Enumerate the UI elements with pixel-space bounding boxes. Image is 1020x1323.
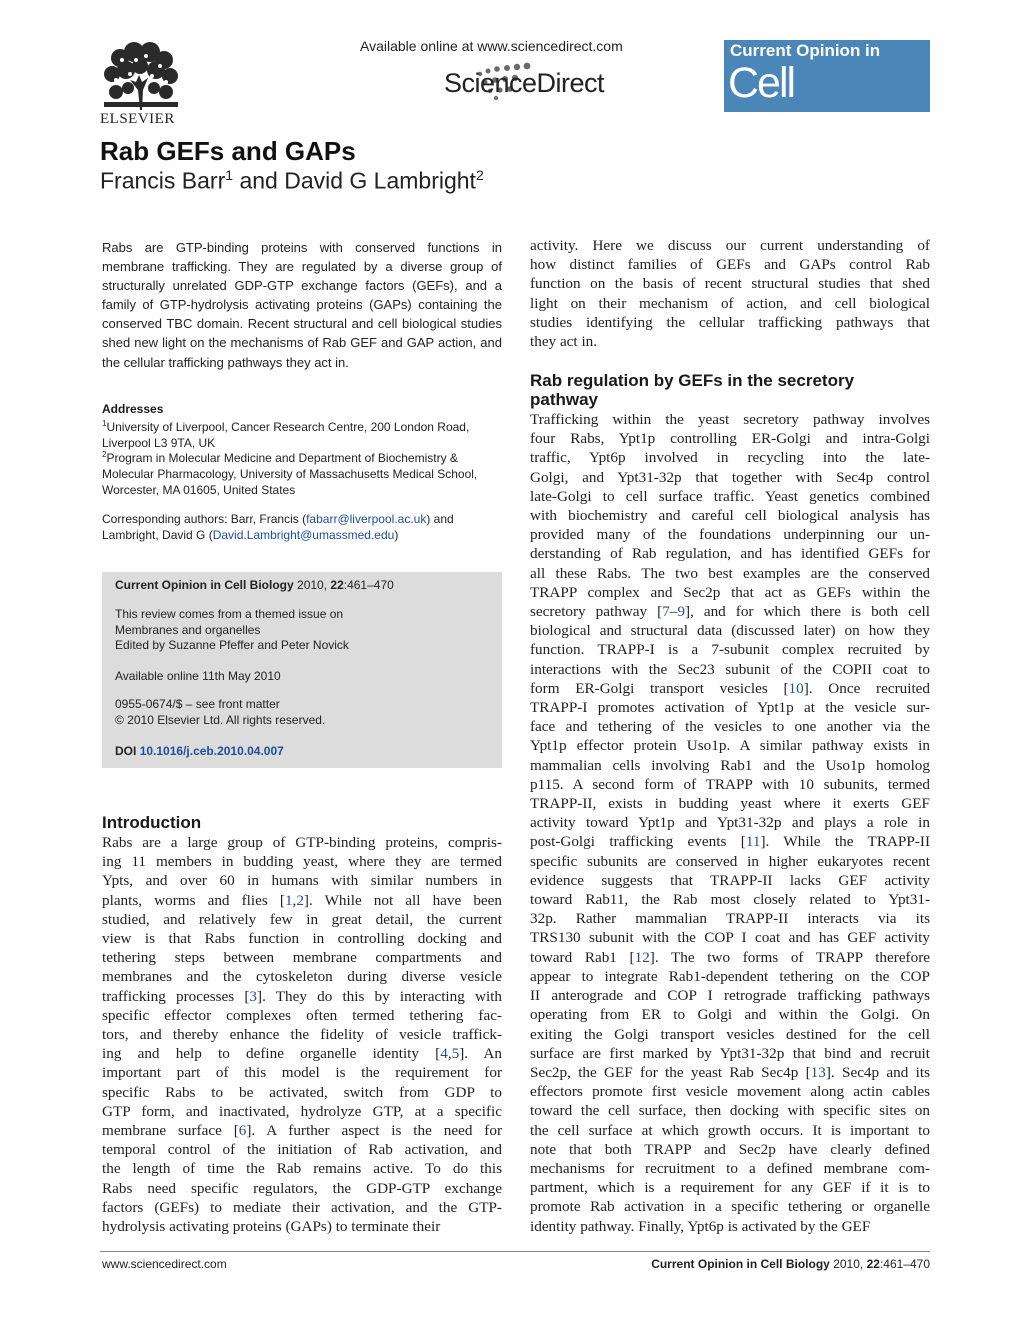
text-line: specific subunits are conserved in higher eukaryotes recent xyxy=(530,852,930,870)
journal-logo-box xyxy=(724,40,930,157)
text-line: with biochemistry and careful cell biological analysis has xyxy=(530,507,930,525)
reference-link[interactable]: 1 xyxy=(284,891,293,909)
text-line: membranes and the cytoskeleton during diverse vesicle xyxy=(102,968,502,986)
doi-link[interactable]: 10.1016/j.ceb.2010.04.007 xyxy=(139,744,284,758)
text-line: studied, and relatively few in great detail, the current xyxy=(102,910,502,928)
text-line: they act in. xyxy=(530,333,598,351)
info-themed-3: Edited by Suzanne Pfeffer and Peter Novick xyxy=(115,638,349,652)
author-2-affiliation: 2 xyxy=(475,167,484,183)
text-line: biological and structural data (discussed later) on how they xyxy=(530,622,930,640)
text-line: toward the cell surface, then docking with specific sites on xyxy=(530,1102,930,1120)
rab-heading-line1: Rab regulation by GEFs in the secretory xyxy=(530,371,855,390)
text-line: Ypt1p effector protein Uso1p. A similar pathway exists in xyxy=(530,737,930,755)
text-line: TRAPP-I promotes activation of Ypt1p at the vesicle sur- xyxy=(530,699,930,717)
text-line: Rabs need specific regulators, the GDP-GTP exchange xyxy=(102,1179,502,1197)
elsevier-wordmark: ELSEVIER xyxy=(100,111,175,127)
sciencedirect-wordmark: ScienceDirect xyxy=(444,68,605,98)
address-1-number: 1 xyxy=(102,419,107,428)
article-info-box xyxy=(102,572,502,768)
introduction-heading: Introduction xyxy=(102,813,202,832)
introduction-continued xyxy=(530,236,930,351)
text-line: function on the basis of recent structural studies that shed xyxy=(530,275,930,293)
corresponding-authors xyxy=(102,511,502,543)
text-line: all these Rabs. The two best examples are the conserved xyxy=(530,564,930,582)
text-line: appear to integrate Rab1-dependent tethering on the COP xyxy=(530,967,930,985)
text-line: exiting the Golgi transport vesicles destined for the cell xyxy=(530,1025,930,1043)
text-line: factors (GEFs) to mediate their activation, and the GTP- xyxy=(102,1198,502,1216)
text-line: evidence suggests that TRAPP-II lacks GEF activity xyxy=(530,871,930,889)
rab-heading-line2: pathway xyxy=(530,390,599,409)
text-line: TRS130 subunit with the COP I coat and has GEF activity xyxy=(530,929,930,947)
text-line: interactions with the Sec23 subunit of the COPII coat to xyxy=(530,660,930,678)
footer-volume: 22 xyxy=(866,1257,880,1271)
text-line: promote Rab activation in a specific tethering or organelle xyxy=(530,1198,930,1216)
reference-link[interactable]: 6 xyxy=(238,1122,247,1140)
text-line: note that both TRAPP and Sec2p have clearly defined xyxy=(530,1140,930,1158)
info-volume: 22 xyxy=(330,578,344,592)
journal-logo-line2: Cell Biology xyxy=(728,59,856,157)
text-line: 32p. Rather mammalian TRAPP-II interacts via its xyxy=(530,910,930,928)
info-doi xyxy=(115,744,284,759)
reference-link[interactable]: 4 xyxy=(440,1045,448,1063)
text-line: surface are first marked by Ypt31-32p that bind and recruit xyxy=(530,1044,930,1062)
text-line: Golgi, and Ypt31-32p that together with Sec4p control xyxy=(530,468,930,486)
rab-gef-section-heading xyxy=(530,371,930,409)
address-2-text: Program in Molecular Medicine and Department of Biochemistry & Molecular Pharmacology, University of Massachusetts Medical School, Worcester, MA 01605, United States xyxy=(102,451,478,497)
text-line: p115. A second form of TRAPP with 10 subunits, termed xyxy=(530,775,930,793)
reference-link[interactable]: 12 xyxy=(634,948,650,966)
text-line: specific effector complexes often termed tethering fac- xyxy=(102,1006,502,1024)
text-line: temporal control of the initiation of Rab activation, and xyxy=(102,1141,502,1159)
article-authors xyxy=(100,167,484,195)
text-line: membrane surface [6]. A further aspect is the need for xyxy=(102,1122,503,1140)
text-line: light on their mechanism of action, and cell biological xyxy=(530,294,930,312)
text-line: tors, and thereby enhance the fidelity of vesicle traffick- xyxy=(102,1026,502,1044)
author-1: Francis Barr xyxy=(100,167,226,194)
text-line: mechanisms for recruitment to a defined membrane com- xyxy=(530,1159,930,1177)
text-line: specific Rabs to be activated, switch from GDP to xyxy=(102,1083,502,1101)
address-1-text: University of Liverpool, Cancer Research Centre, 200 London Road, Liverpool L3 9TA, UK xyxy=(102,420,470,450)
info-pages: :461–470 xyxy=(343,578,394,592)
text-line: Rabs are a large group of GTP-binding proteins, compris- xyxy=(102,834,502,851)
email-link-barr[interactable]: fabarr@liverpool.ac.uk xyxy=(306,512,427,526)
address-2-number: 2 xyxy=(102,450,107,459)
text-line: traffic, Ypt6p involved in recycling into the late- xyxy=(530,449,930,467)
info-citation xyxy=(115,578,394,593)
text-line: derstanding of Rab regulation, and has identified GEFs for xyxy=(530,545,930,563)
text-line: late-Golgi to cell surface traffic. Yeast genetics combined xyxy=(530,487,930,505)
text-line: the length of time the Rab remains active. To do this xyxy=(102,1160,502,1178)
text-line: post-Golgi trafficking events [11]. While the TRAPP-II xyxy=(530,833,930,851)
text-line: face and tethering of the vesicles to one another via the xyxy=(530,718,930,736)
text-line: activity. Here we discuss our current understanding of xyxy=(530,237,930,254)
text-line: form ER-Golgi transport vesicles [10]. Once recruited xyxy=(530,679,930,697)
text-line: ing 11 members in budding yeast, where they are termed xyxy=(102,853,502,871)
text-line: Trafficking within the yeast secretory pathway involves xyxy=(530,411,930,428)
text-line: mammalian cells involving Rab1 and the Uso1p homolog xyxy=(530,756,930,774)
info-journal: Current Opinion in Cell Biology xyxy=(115,578,294,592)
addresses-heading: Addresses xyxy=(102,402,164,416)
text-line: GTP form, and inactivated, hydrolyze GTP, at a specific xyxy=(102,1102,502,1120)
text-line: operating from ER to Golgi and within the Golgi. On xyxy=(530,1006,930,1024)
text-line: TRAPP complex and Sec2p that act as GEFs within the xyxy=(530,583,930,601)
info-available: Available online 11th May 2010 xyxy=(115,669,281,683)
text-line: secretory pathway [7–9], and for which there is both cell xyxy=(530,603,930,621)
address-2 xyxy=(102,447,502,498)
text-line: effectors promote first vesicle movement along actin cables xyxy=(530,1083,930,1101)
text-line: view is that Rabs function in controlling docking and xyxy=(102,930,502,948)
introduction-body xyxy=(102,833,502,1236)
journal-logo-line1: Current Opinion in xyxy=(730,41,881,60)
text-line: Sec2p, the GEF for the yeast Rab Sec4p [13]. Sec4p and its xyxy=(530,1063,930,1081)
text-line: tethering steps between membrane compartments and xyxy=(102,949,502,967)
text-line: how distinct families of GEFs and GAPs control Rab xyxy=(530,256,930,274)
text-line: hydrolysis activating proteins (GAPs) to terminate their xyxy=(102,1218,441,1236)
authors-and: and xyxy=(239,167,278,194)
info-themed-1: This review comes from a themed issue on xyxy=(115,607,344,621)
info-issn: 0955-0674/$ – see front matter xyxy=(115,697,280,711)
reference-link[interactable]: 5 xyxy=(451,1045,460,1063)
footer-website: www.sciencedirect.com xyxy=(102,1257,227,1271)
text-line: partment, which is a requirement for any GEF if it is to xyxy=(530,1179,930,1197)
reference-link[interactable]: 13 xyxy=(810,1063,826,1081)
text-line: function. TRAPP-I is a 7-subunit complex recruited by xyxy=(530,641,930,659)
reference-link[interactable]: 2 xyxy=(296,891,304,909)
rab-gef-section-body xyxy=(530,410,930,1236)
text-line: II anterograde and COP I retrograde trafficking pathways xyxy=(530,987,930,1005)
info-year: 2010, xyxy=(297,578,328,592)
info-copyright: © 2010 Elsevier Ltd. All rights reserved. xyxy=(115,713,326,727)
info-themed-2: Membranes and organelles xyxy=(115,623,261,637)
address-1 xyxy=(102,416,502,451)
footer-divider xyxy=(100,1251,930,1252)
text-line: TRAPP-II, exists in budding yeast where it exerts GEF xyxy=(530,795,930,813)
corresp-suffix: ) xyxy=(394,528,399,542)
text-line: toward Rab11, the Rab most closely related to Ypt31- xyxy=(530,891,930,909)
footer-pages: :461–470 xyxy=(879,1257,930,1271)
author-1-affiliation: 1 xyxy=(225,167,234,183)
corresp-mid: ) and Lambright, David G ( xyxy=(102,512,454,542)
text-line: important part of this model is the requirement for xyxy=(102,1064,502,1082)
footer-citation xyxy=(640,1257,930,1271)
text-line: activity toward Ypt1p and Ypt31-32p and plays a role in xyxy=(530,814,930,832)
text-line: studies identifying the cellular trafficking pathways that xyxy=(530,313,930,331)
text-line: the cell surface at which growth occurs. It is important to xyxy=(530,1121,930,1139)
reference-link[interactable]: 9 xyxy=(677,603,685,621)
text-line: trafficking processes [3]. They do this by interacting with xyxy=(102,987,502,1005)
author-2: David G Lambright xyxy=(284,167,476,194)
text-line: identity pathway. Finally, Ypt6p is activated by the GEF xyxy=(530,1217,871,1235)
reference-link[interactable]: 7 xyxy=(662,603,670,621)
reference-link[interactable]: 11 xyxy=(745,833,761,851)
corresp-prefix: Corresponding authors: Barr, Francis ( xyxy=(102,512,307,526)
text-line: Ypts, and over 60 in humans with similar numbers in xyxy=(102,872,502,890)
available-online-text: Available online at www.sciencedirect.com xyxy=(360,38,623,54)
text-line: toward Rab1 [12]. The two forms of TRAPP therefore xyxy=(530,948,931,966)
email-link-lambright[interactable]: David.Lambright@umassmed.edu xyxy=(212,528,395,542)
footer-journal: Current Opinion in Cell Biology xyxy=(651,1257,830,1271)
text-line: ing and help to define organelle identity [4,5]. An xyxy=(102,1045,502,1063)
reference-link[interactable]: 3 xyxy=(249,987,257,1005)
info-doi-label: DOI xyxy=(115,744,137,758)
text-line: plants, worms and flies [1,2]. While not all have been xyxy=(102,891,503,909)
reference-link[interactable]: 10 xyxy=(788,679,804,697)
article-title: Rab GEFs and GAPs xyxy=(100,136,356,166)
text-line: four Rabs, Ypt1p controlling ER-Golgi and intra-Golgi xyxy=(530,430,930,448)
text-line: provided many of the foundations underpinning our un- xyxy=(530,526,930,544)
abstract: Rabs are GTP-binding proteins with conserved functions in membrane trafficking. They are regulated by a diverse group of structurally unrelated GDP-GTP exchange factors (GEFs), and a family of GTP-hydrolysis activating proteins (GAPs) containing the conserved TBC domain. Recent structural and cell biological studies shed new light on the mechanisms of Rab GEF and GAP action, and the cellular trafficking pathways they act in. xyxy=(102,240,502,370)
footer-year: 2010, xyxy=(833,1257,864,1271)
